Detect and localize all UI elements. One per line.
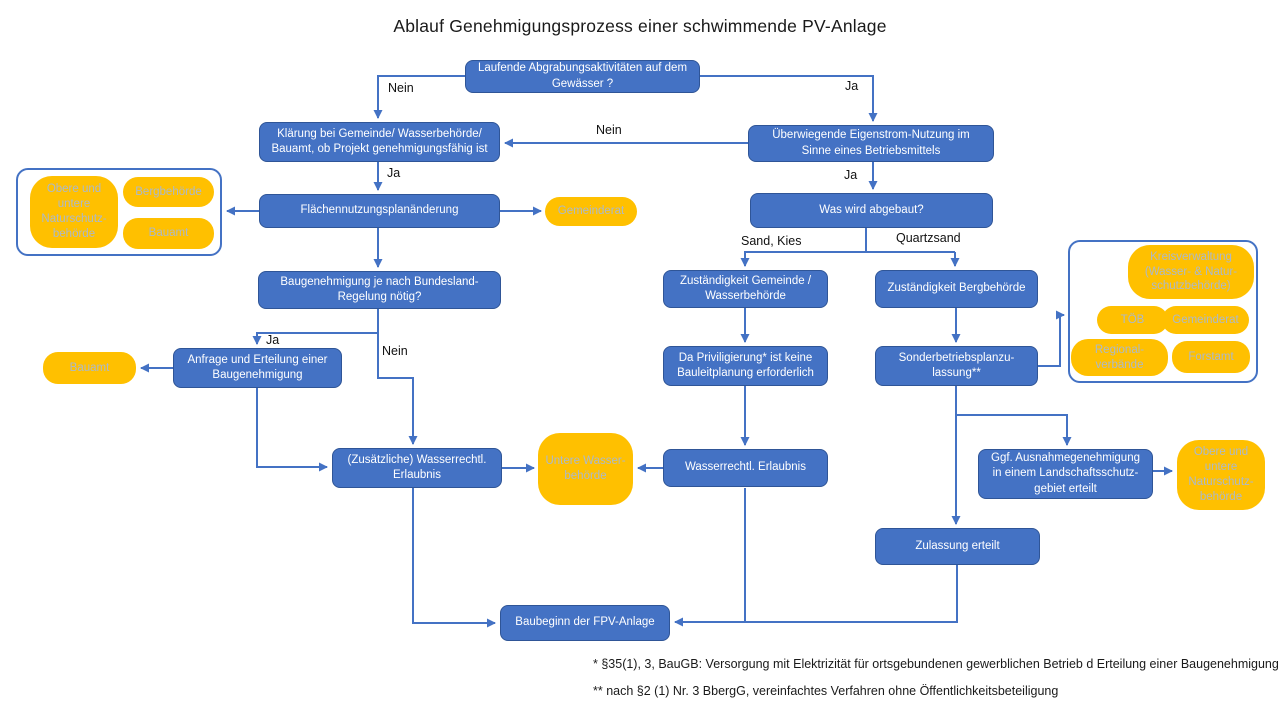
authority-obere-untere-naturschutzbehoerde-links: Obere und untere Naturschutz- behörde — [30, 176, 118, 248]
node-klaerung-gemeinde: Klärung bei Gemeinde/ Wasserbehörde/ Bauamt, ob Projekt genehmigungsfähig ist — [259, 122, 500, 162]
node-zusaetzliche-wasserrechtl-erlaubnis: (Zusätzliche) Wasserrechtl. Erlaubnis — [332, 448, 502, 488]
node-eigenstrom-nutzung: Überwiegende Eigenstrom-Nutzung im Sinne eines Betriebsmittels — [748, 125, 994, 162]
node-anfrage-baugenehmigung: Anfrage und Erteilung einer Baugenehmigung — [173, 348, 342, 388]
edge-label-nein-baugenehmigung: Nein — [382, 344, 408, 358]
authority-bauamt: Bauamt — [43, 352, 136, 384]
edge-label-quartzsand: Quartzsand — [896, 231, 961, 245]
edge-label-nein-eigenstrom: Nein — [596, 123, 622, 137]
node-wasserrechtl-erlaubnis: Wasserrechtl. Erlaubnis — [663, 449, 828, 487]
footnote-1: * §35(1), 3, BauGB: Versorgung mit Elektrizität für ortsgebundenen gewerblichen Betrieb d Erteilung einer Baugenehmigung — [593, 657, 1279, 671]
node-sonderbetriebsplanzulassung: Sonderbetriebsplanzu- lassung** — [875, 346, 1038, 386]
authority-forstamt: Forstamt — [1172, 341, 1250, 373]
node-laufende-abgrabung: Laufende Abgrabungsaktivitäten auf dem Gewässer ? — [465, 60, 700, 93]
authority-kreisverwaltung: Kreisverwaltung (Wasser- & Natur- schutzbehörde) — [1128, 245, 1254, 299]
authority-regionalverbaende: Regional- verbände — [1071, 339, 1168, 376]
node-was-wird-abgebaut: Was wird abgebaut? — [750, 193, 993, 228]
edge-label-ja-eigenstrom: Ja — [844, 168, 858, 182]
authority-bauamt-links: Bauamt — [123, 218, 214, 249]
edge-label-ja-baugenehmigung: Ja — [266, 333, 280, 347]
authority-obere-untere-naturschutzbehoerde-rechts: Obere und untere Naturschutz- behörde — [1177, 440, 1265, 510]
authority-bergbehoerde: Bergbehörde — [123, 177, 214, 207]
footnote-2: ** nach §2 (1) Nr. 3 BbergG, vereinfachtes Verfahren ohne Öffentlichkeitsbeteiligung — [593, 684, 1059, 698]
authority-untere-wasserbehoerde: Untere Wasser- behörde — [538, 433, 633, 505]
edge-label-nein-start: Nein — [388, 81, 414, 95]
node-ggf-ausnahmegenehmigung: Ggf. Ausnahmegenehmigung in einem Landschaftsschutz- gebiet erteilt — [978, 449, 1153, 499]
edge-label-sand-kies: Sand, Kies — [741, 234, 802, 248]
node-priviligierung: Da Priviligierung* ist keine Bauleitplanung erforderlich — [663, 346, 828, 386]
node-zulassung-erteilt: Zulassung erteilt — [875, 528, 1040, 565]
node-baugenehmigung-frage: Baugenehmigung je nach Bundesland- Regelung nötig? — [258, 271, 501, 309]
authority-gemeinderat: Gemeinderat — [545, 197, 637, 226]
node-zustaendigkeit-gemeinde: Zuständigkeit Gemeinde / Wasserbehörde — [663, 270, 828, 308]
node-flaechennutzungsplanaenderung: Flächennutzungsplanänderung — [259, 194, 500, 228]
edge-label-ja-klaerung: Ja — [387, 166, 401, 180]
authority-gemeinderat-rechts: Gemeinderat — [1162, 306, 1249, 334]
edge-label-ja-start: Ja — [845, 79, 859, 93]
node-zustaendigkeit-bergbehoerde: Zuständigkeit Bergbehörde — [875, 270, 1038, 308]
page-title: Ablauf Genehmigungsprozess einer schwimmende PV-Anlage — [393, 16, 887, 36]
node-baubeginn-fpv-anlage: Baubeginn der FPV-Anlage — [500, 605, 670, 641]
authority-toeb: TÖB — [1097, 306, 1168, 334]
